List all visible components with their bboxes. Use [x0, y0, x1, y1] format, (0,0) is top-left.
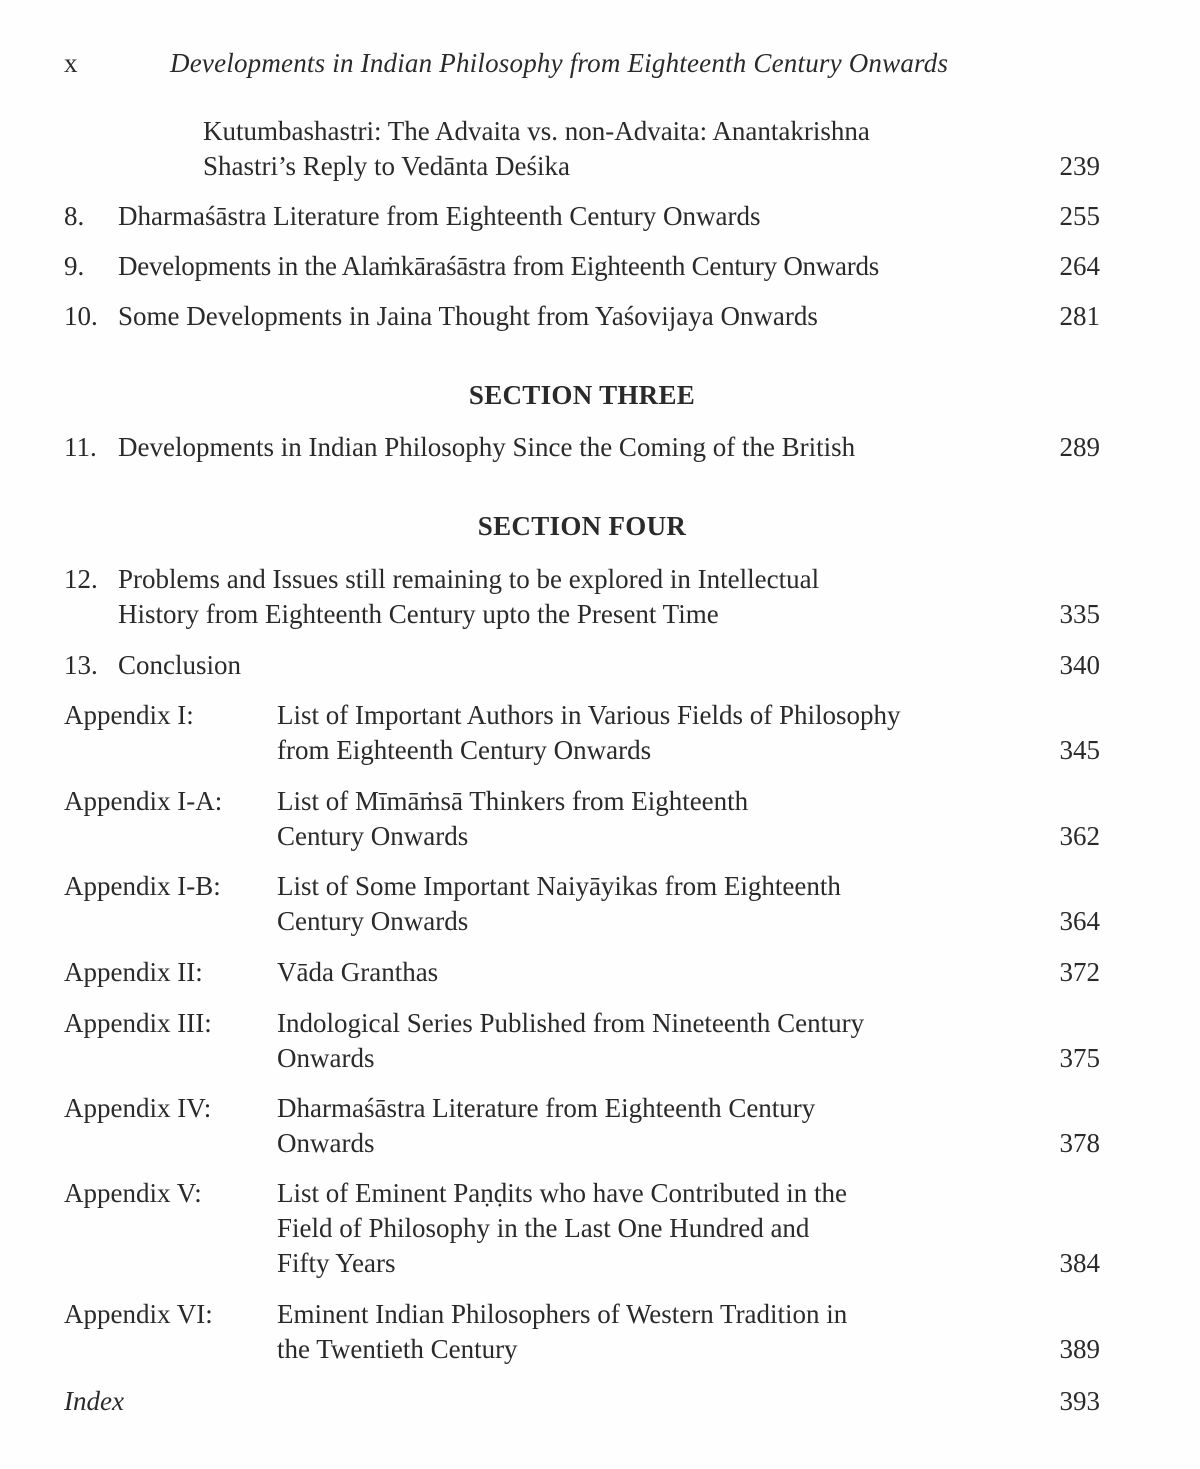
toc-entry-number: 10. — [64, 301, 98, 331]
toc-entry-page: 239 — [1059, 151, 1100, 181]
toc-entry-title: List of Important Authors in Various Fields of Philosophy from Eighteenth Century Onwards — [277, 700, 901, 765]
toc-entry-title: Index — [64, 1386, 124, 1416]
toc-entry-number: 12. — [64, 564, 98, 594]
toc-entry-appendix-1a — [0, 784, 1200, 856]
toc-entry-page: 393 — [1059, 1386, 1100, 1416]
toc-entry-appendix-1b — [0, 869, 1200, 941]
toc-entry-number: 13. — [64, 650, 98, 680]
toc-entry-page: 364 — [1059, 906, 1100, 936]
toc-entry-page: 340 — [1059, 650, 1100, 680]
toc-entry-number: Appendix I: — [64, 700, 194, 730]
section-heading-four: SECTION FOUR — [477, 511, 687, 541]
toc-entry-appendix-1 — [0, 698, 1200, 770]
toc-entry-title: List of Mīmāṁsā Thinkers from Eighteenth Century Onwards — [277, 786, 749, 851]
toc-entry-title: Conclusion — [118, 650, 242, 680]
toc-entry-appendix-6 — [0, 1297, 1200, 1369]
toc-entry-title: Kutumbashastri: The Advaita vs. non-Advaita: Anantakrishna Shastri’s Reply to Vedānta Deśika — [203, 116, 870, 181]
toc-entry-chapter-9 — [0, 249, 1200, 285]
toc-entry-number: 9. — [64, 251, 85, 281]
toc-entry-number: Appendix II: — [64, 957, 203, 987]
toc-entry-title: List of Eminent Paṇḍits who have Contributed in the Field of Philosophy in the Last One Hundred and Fifty Years — [277, 1178, 847, 1278]
toc-entry-title: Dharmaśāstra Literature from Eighteenth Century Onwards — [277, 1093, 816, 1158]
toc-entry-chapter-12 — [0, 562, 1200, 634]
toc-entry-page: 384 — [1059, 1248, 1100, 1278]
toc-entry-title: Eminent Indian Philosophers of Western Tradition in the Twentieth Century — [277, 1299, 848, 1364]
toc-entry-chapter-13 — [0, 648, 1200, 684]
page-header — [64, 48, 1104, 88]
toc-entry-page: 335 — [1059, 599, 1100, 629]
toc-entry-chapter-8 — [0, 199, 1200, 235]
toc-entry-title: Indological Series Published from Nineteenth Century Onwards — [277, 1008, 865, 1073]
toc-entry-page: 281 — [1059, 301, 1100, 331]
toc-entry-appendix-5 — [0, 1176, 1200, 1284]
toc-entry-page: 372 — [1059, 957, 1100, 987]
toc-entry-number: Appendix I-B: — [64, 871, 221, 901]
toc-entry-page: 378 — [1059, 1128, 1100, 1158]
toc-entry-page: 375 — [1059, 1043, 1100, 1073]
toc-entry-number: Appendix VI: — [64, 1299, 213, 1329]
toc-entry-page: 289 — [1059, 432, 1100, 462]
toc-entry-continuation — [0, 114, 1200, 186]
toc-entry-index — [0, 1384, 1200, 1420]
toc-entry-number: Appendix I-A: — [64, 786, 223, 816]
toc-entry-title: Developments in Indian Philosophy Since the Coming of the British — [118, 432, 856, 462]
toc-entry-page: 264 — [1059, 251, 1100, 281]
toc-entry-chapter-11 — [0, 430, 1200, 466]
page-folio: x — [64, 48, 78, 78]
toc-entry-appendix-2 — [0, 955, 1200, 991]
toc-entry-title: Problems and Issues still remaining to be explored in Intellectual History from Eighteenth Century upto the Present Time — [118, 564, 820, 629]
toc-entry-number: Appendix V: — [64, 1178, 202, 1208]
toc-entry-number: 11. — [64, 432, 97, 462]
toc-entry-page: 389 — [1059, 1334, 1100, 1364]
toc-entry-title: Developments in the Alaṁkāraśāstra from Eighteenth Century Onwards — [118, 251, 880, 281]
toc-entry-page: 362 — [1059, 821, 1100, 851]
toc-entry-number: Appendix IV: — [64, 1093, 212, 1123]
toc-entry-chapter-10 — [0, 299, 1200, 335]
toc-entry-number: Appendix III: — [64, 1008, 212, 1038]
toc-entry-page: 255 — [1059, 201, 1100, 231]
toc-entry-title: Some Developments in Jaina Thought from Yaśovijaya Onwards — [118, 301, 818, 331]
toc-entry-title: List of Some Important Naiyāyikas from Eighteenth Century Onwards — [277, 871, 841, 936]
toc-entry-title: Vāda Granthas — [277, 957, 439, 987]
section-heading-three: SECTION THREE — [468, 380, 696, 410]
toc-entry-number: 8. — [64, 201, 85, 231]
toc-entry-title: Dharmaśāstra Literature from Eighteenth Century Onwards — [118, 201, 761, 231]
toc-entry-appendix-3 — [0, 1006, 1200, 1078]
toc-entry-appendix-4 — [0, 1091, 1200, 1163]
toc-entry-page: 345 — [1059, 735, 1100, 765]
running-title: Developments in Indian Philosophy from Eighteenth Century Onwards — [170, 48, 949, 78]
